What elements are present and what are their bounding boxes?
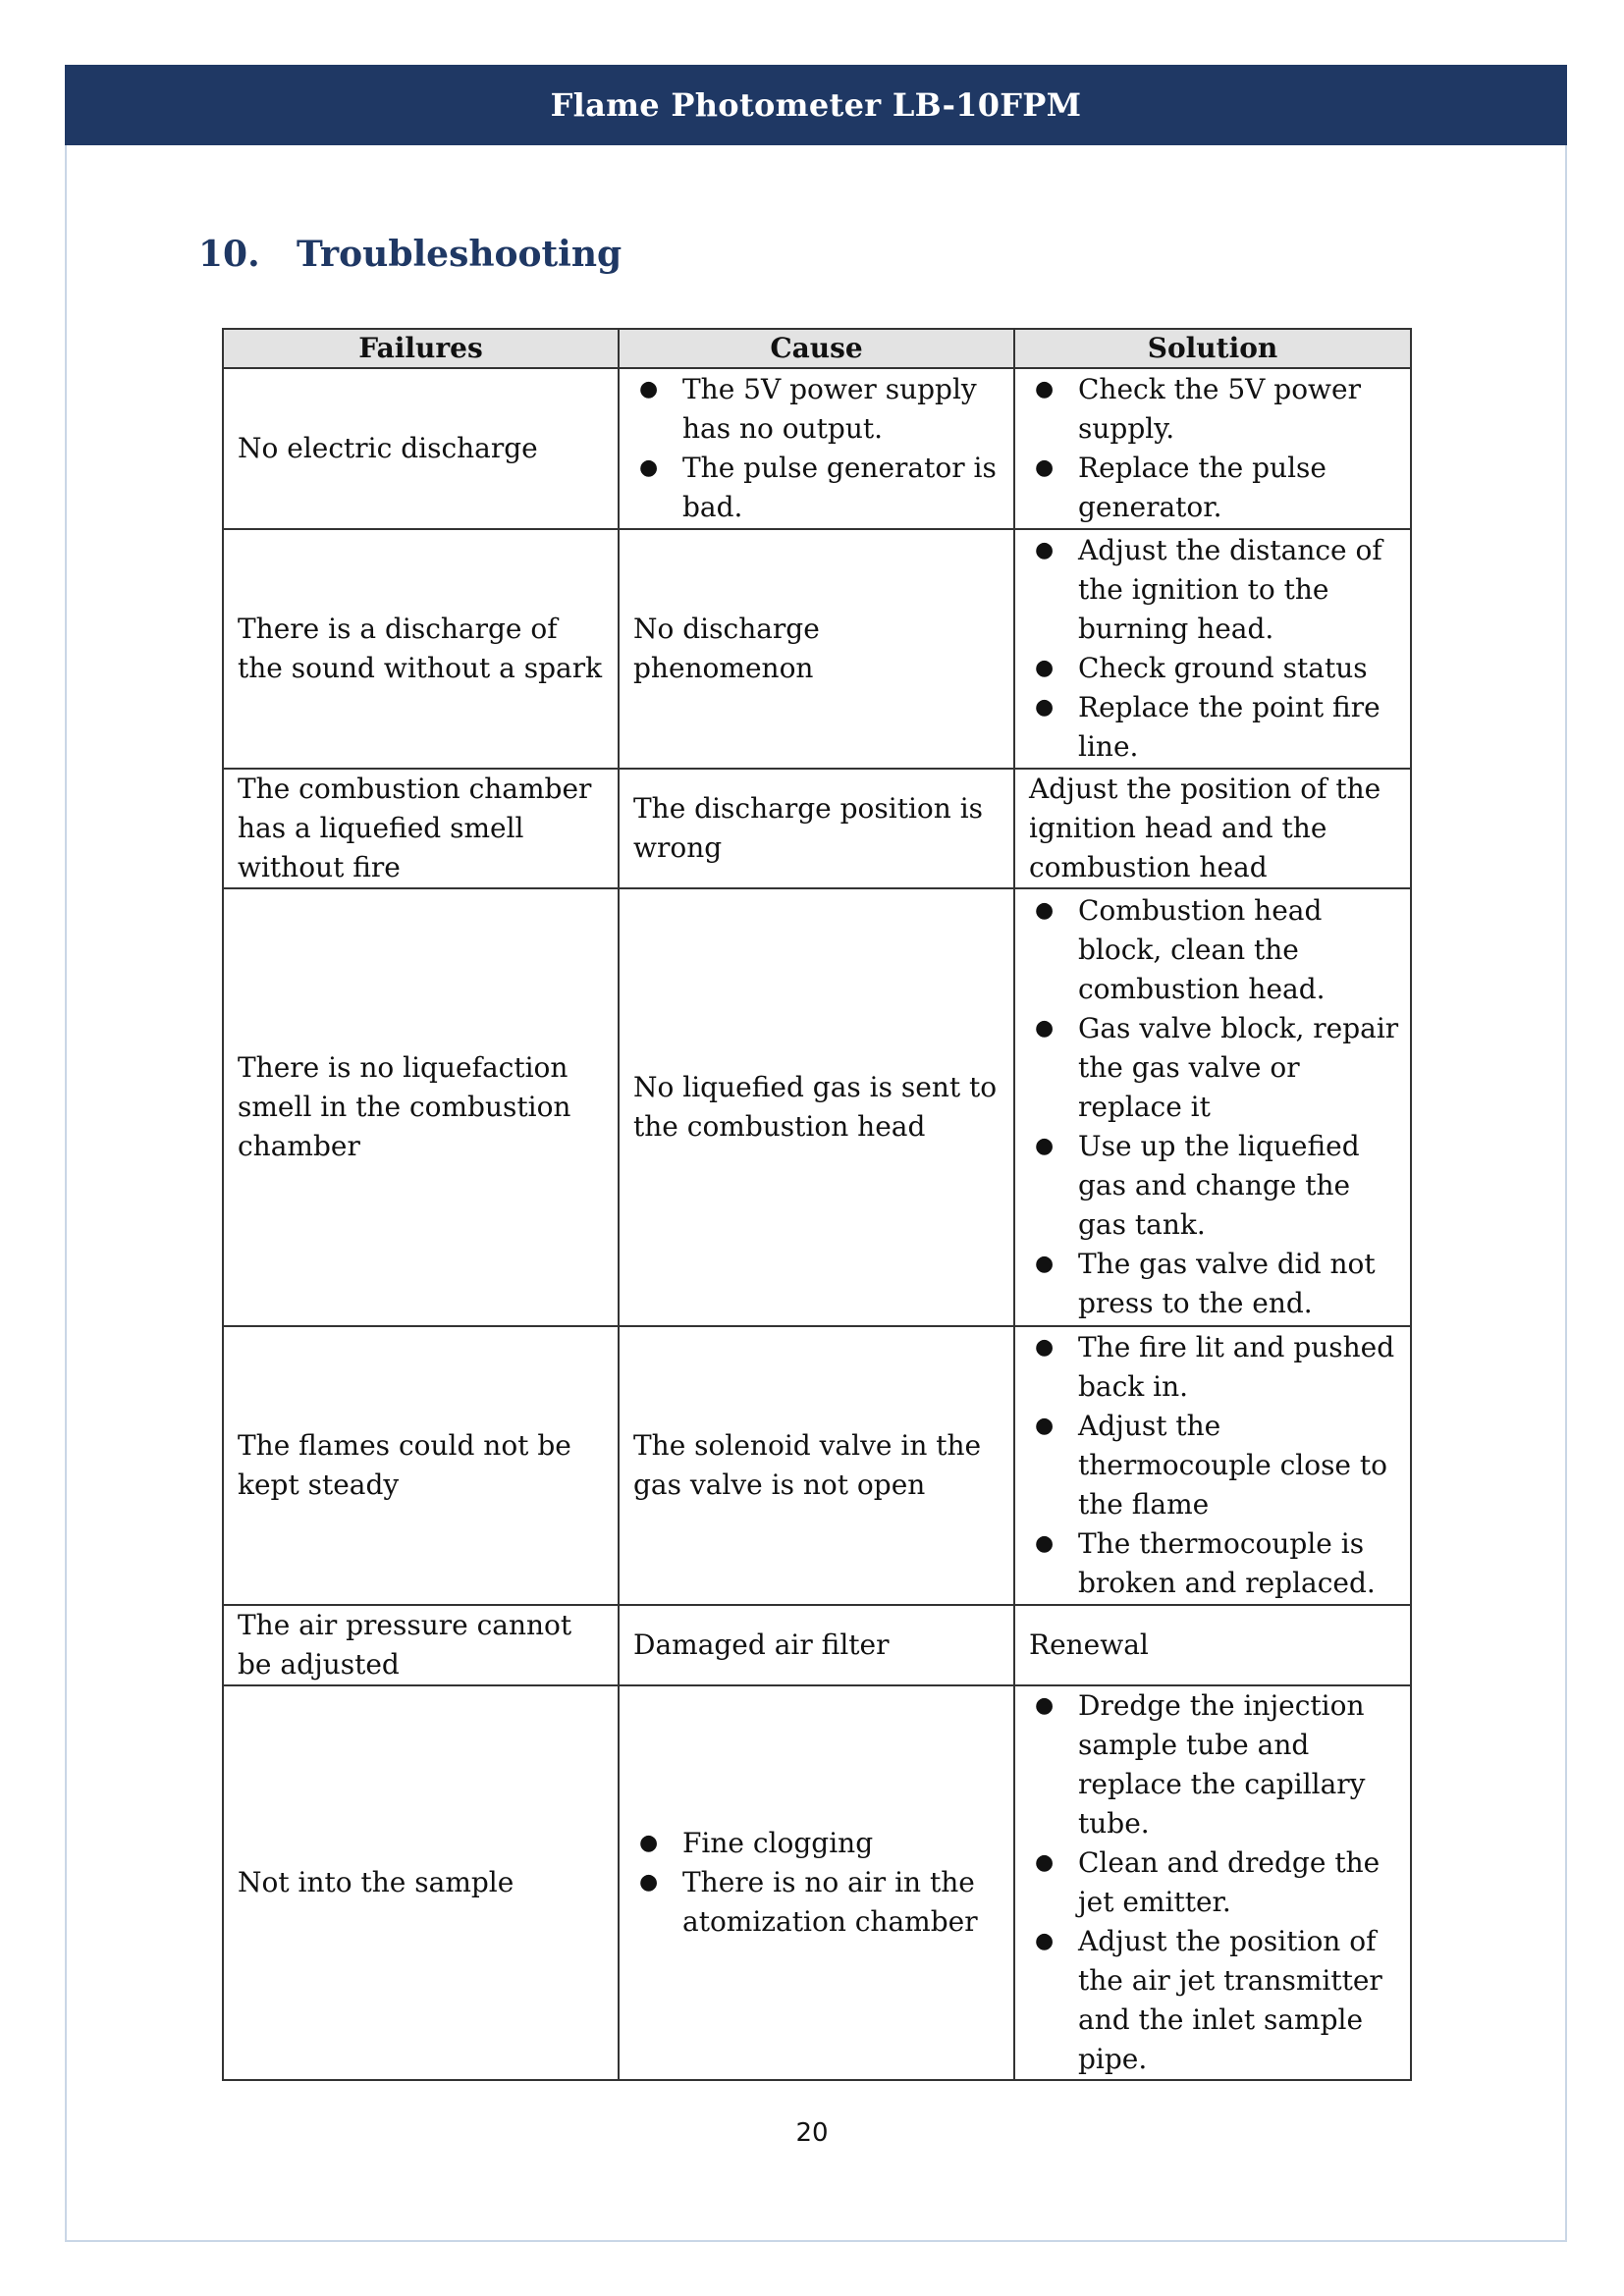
bullet-list: [1029, 891, 1400, 1323]
bullet-icon: ●: [639, 1870, 659, 1895]
table-body: [223, 368, 1411, 2080]
cause-cell: [619, 1326, 1014, 1605]
failure-cell-text: There is no liquefaction smell in the combustion chamber: [238, 1051, 571, 1162]
cause-cell: [619, 529, 1014, 769]
cause-cell: [619, 368, 1014, 529]
solution-cell: [1014, 529, 1411, 769]
bullet-text: The pulse generator is bad.: [682, 452, 997, 523]
bullet-item: [1029, 370, 1400, 449]
troubleshooting-table: [222, 328, 1412, 2081]
bullet-item: [1029, 688, 1400, 767]
bullet-icon: ●: [1035, 898, 1055, 923]
solution-cell: [1014, 368, 1411, 529]
bullet-item: [633, 1863, 1003, 1942]
bullet-list: [633, 1824, 1003, 1942]
section-number: 10.: [198, 234, 260, 275]
bullet-icon: ●: [1035, 1693, 1055, 1718]
bullet-item: [1029, 1407, 1400, 1524]
bullet-item: [1029, 1686, 1400, 1843]
bullet-text: Adjust the distance of the ignition to the burning head.: [1078, 534, 1382, 645]
bullet-text: Check ground status: [1078, 652, 1368, 684]
bullet-icon: ●: [1035, 1335, 1055, 1360]
cause-cell-text: The solenoid valve in the gas valve is not open: [633, 1429, 982, 1501]
solution-cell: [1014, 1326, 1411, 1605]
failure-cell: [223, 769, 619, 888]
bullet-item: [1029, 1328, 1400, 1407]
cause-cell-text: The discharge position is wrong: [633, 792, 984, 864]
bullet-icon: ●: [1035, 656, 1055, 680]
bullet-text: Gas valve block, repair the gas valve or replace it: [1078, 1012, 1399, 1123]
failure-cell: [223, 529, 619, 769]
bullet-text: Adjust the position of the air jet transmitter and the inlet sample pipe.: [1078, 1925, 1382, 2075]
cause-cell: [619, 769, 1014, 888]
bullet-icon: ●: [1035, 1929, 1055, 1953]
bullet-item: [1029, 1524, 1400, 1603]
bullet-text: Check the 5V power supply.: [1078, 373, 1361, 445]
section-heading: [198, 234, 622, 275]
bullet-icon: ●: [639, 377, 659, 401]
bullet-text: There is no air in the atomization chamber: [682, 1866, 978, 1938]
bullet-item: [1029, 449, 1400, 527]
bullet-item: [1029, 1922, 1400, 2079]
table-row: [223, 1326, 1411, 1605]
cause-cell-text: No liquefied gas is sent to the combustion head: [633, 1071, 998, 1143]
failure-cell-text: There is a discharge of the sound without a spark: [238, 613, 603, 684]
failure-cell: [223, 368, 619, 529]
table-row: [223, 888, 1411, 1326]
bullet-icon: ●: [1035, 1850, 1055, 1875]
failure-cell: [223, 1326, 619, 1605]
cause-cell-text: No discharge phenomenon: [633, 613, 820, 684]
column-header-failures: Failures: [223, 329, 619, 368]
bullet-item: [633, 1824, 1003, 1863]
bullet-list: [633, 370, 1003, 527]
bullet-item: [1029, 531, 1400, 649]
bullet-item: [1029, 649, 1400, 688]
bullet-text: Clean and dredge the jet emitter.: [1078, 1846, 1380, 1918]
bullet-list: [1029, 531, 1400, 767]
bullet-text: The 5V power supply has no output.: [682, 373, 977, 445]
column-header-solution: Solution: [1014, 329, 1411, 368]
bullet-text: Combustion head block, clean the combustion head.: [1078, 894, 1326, 1005]
table-row: [223, 1685, 1411, 2080]
failure-cell: [223, 888, 619, 1326]
bullet-text: Replace the pulse generator.: [1078, 452, 1326, 523]
solution-cell-text: Adjust the position of the ignition head and the combustion head: [1029, 773, 1381, 883]
bullet-item: [633, 449, 1003, 527]
bullet-text: The thermocouple is broken and replaced.: [1078, 1527, 1376, 1599]
solution-cell: [1014, 1685, 1411, 2080]
failure-cell: [223, 1685, 619, 2080]
bullet-text: Replace the point fire line.: [1078, 691, 1380, 763]
failure-cell-text: The combustion chamber has a liquefied smell without fire: [238, 773, 592, 883]
bullet-list: [1029, 1328, 1400, 1603]
solution-cell: [1014, 769, 1411, 888]
bullet-icon: ●: [1035, 1252, 1055, 1276]
cause-cell: [619, 1605, 1014, 1685]
bullet-icon: ●: [1035, 455, 1055, 480]
table-row: [223, 529, 1411, 769]
bullet-icon: ●: [639, 1831, 659, 1855]
solution-cell: [1014, 1605, 1411, 1685]
bullet-text: The fire lit and pushed back in.: [1078, 1331, 1395, 1403]
bullet-item: [633, 370, 1003, 449]
column-header-cause: Cause: [619, 329, 1014, 368]
bullet-text: Fine clogging: [682, 1827, 874, 1859]
failure-cell-text: The flames could not be kept steady: [238, 1429, 571, 1501]
bullet-text: Dredge the injection sample tube and replace the capillary tube.: [1078, 1689, 1366, 1840]
bullet-item: [1029, 1009, 1400, 1127]
bullet-list: [1029, 1686, 1400, 2079]
bullet-item: [1029, 891, 1400, 1009]
bullet-item: [1029, 1127, 1400, 1245]
table-header-row: [223, 329, 1411, 368]
bullet-icon: ●: [1035, 1016, 1055, 1041]
bullet-icon: ●: [1035, 538, 1055, 562]
bullet-text: The gas valve did not press to the end.: [1078, 1248, 1376, 1319]
cause-cell-text: Damaged air filter: [633, 1629, 890, 1661]
bullet-list: [1029, 370, 1400, 527]
solution-cell: [1014, 888, 1411, 1326]
bullet-icon: ●: [1035, 1134, 1055, 1158]
bullet-icon: ●: [1035, 1531, 1055, 1556]
failure-cell: [223, 1605, 619, 1685]
failure-cell-text: Not into the sample: [238, 1866, 514, 1898]
bullet-icon: ●: [1035, 377, 1055, 401]
bullet-icon: ●: [639, 455, 659, 480]
cause-cell: [619, 888, 1014, 1326]
section-title: Troubleshooting: [297, 234, 623, 275]
bullet-icon: ●: [1035, 695, 1055, 720]
table-row: [223, 769, 1411, 888]
header-title: Flame Photometer LB-10FPM: [550, 86, 1082, 124]
bullet-text: Adjust the thermocouple close to the flame: [1078, 1410, 1388, 1521]
failure-cell-text: No electric discharge: [238, 432, 538, 464]
header-bar: [65, 65, 1567, 145]
failure-cell-text: The air pressure cannot be adjusted: [238, 1609, 572, 1681]
table-row: [223, 368, 1411, 529]
bullet-icon: ●: [1035, 1414, 1055, 1438]
bullet-item: [1029, 1245, 1400, 1323]
page-number: 20: [795, 2118, 829, 2148]
bullet-text: Use up the liquefied gas and change the gas tank.: [1078, 1130, 1360, 1241]
bullet-item: [1029, 1843, 1400, 1922]
table-row: [223, 1605, 1411, 1685]
solution-cell-text: Renewal: [1029, 1629, 1149, 1661]
cause-cell: [619, 1685, 1014, 2080]
